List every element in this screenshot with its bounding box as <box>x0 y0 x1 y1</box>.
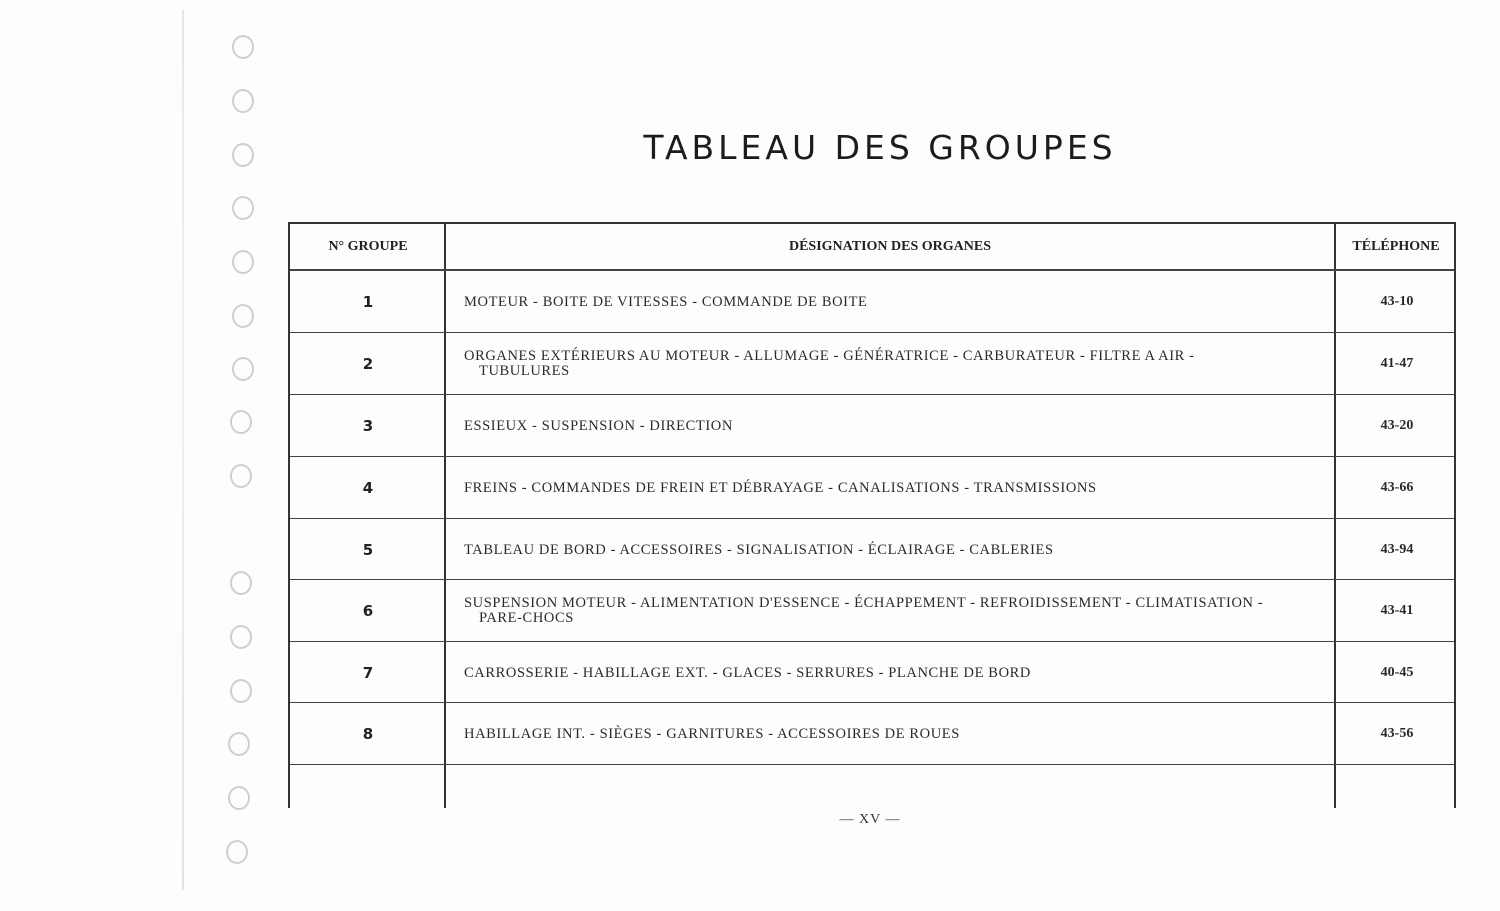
designation-continuation: PARE-CHOCS <box>479 610 574 626</box>
group-number: 6 <box>362 602 374 620</box>
designation-line: FREINS - COMMANDES DE FREIN ET DÉBRAYAGE - CANALISATIONS - TRANSMISSIONS <box>464 479 1097 496</box>
group-telephone: 43-94 <box>1380 542 1414 557</box>
group-telephone: 40-45 <box>1380 665 1414 680</box>
binder-hole-icon <box>232 304 254 328</box>
table-row <box>290 703 1454 765</box>
table-row <box>290 519 1454 581</box>
header-groupe: N° GROUPE <box>328 238 408 254</box>
designation-line: SUSPENSION MOTEUR - ALIMENTATION D'ESSENCE - ÉCHAPPEMENT - REFROIDISSEMENT - CLIMATISATION - <box>464 595 1264 611</box>
table-row <box>290 333 1454 395</box>
table-row <box>290 642 1454 704</box>
binding-margin-line <box>182 10 184 890</box>
group-telephone: 43-20 <box>1380 418 1414 433</box>
group-designation <box>464 271 1324 333</box>
group-number: 2 <box>362 355 374 373</box>
binder-hole-icon <box>232 35 254 59</box>
group-telephone: 43-66 <box>1380 480 1414 495</box>
binder-hole-icon <box>230 625 252 649</box>
group-telephone: 43-10 <box>1380 294 1414 309</box>
binder-hole-icon <box>226 840 248 864</box>
group-number: 4 <box>362 479 374 497</box>
binder-hole-icon <box>230 464 252 488</box>
table-row <box>290 580 1454 642</box>
header-telephone: TÉLÉPHONE <box>1352 238 1440 254</box>
group-designation <box>464 457 1324 519</box>
group-designation <box>464 333 1324 395</box>
group-designation <box>464 703 1324 765</box>
group-number: 1 <box>362 293 374 311</box>
designation-line: HABILLAGE INT. - SIÈGES - GARNITURES - ACCESSOIRES DE ROUES <box>464 725 960 742</box>
binder-hole-icon <box>230 410 252 434</box>
group-number: 8 <box>362 725 374 743</box>
designation-continuation: TUBULURES <box>479 363 570 379</box>
group-designation <box>464 395 1324 457</box>
group-number: 7 <box>362 664 374 682</box>
binder-hole-icon <box>230 679 252 703</box>
binder-hole-icon <box>228 732 250 756</box>
groups-table <box>288 222 1456 808</box>
group-telephone: 41-47 <box>1380 356 1414 371</box>
binder-hole-icon <box>230 571 252 595</box>
binder-hole-icon <box>232 89 254 113</box>
page-title: TABLEAU DES GROUPES <box>643 128 1117 167</box>
binder-hole-icon <box>232 196 254 220</box>
binder-hole-icon <box>232 143 254 167</box>
header-designation: DÉSIGNATION DES ORGANES <box>788 238 991 254</box>
designation-line: ESSIEUX - SUSPENSION - DIRECTION <box>464 417 733 434</box>
group-designation <box>464 580 1324 642</box>
group-designation <box>464 519 1324 581</box>
group-number: 3 <box>362 417 374 435</box>
group-telephone: 43-41 <box>1380 603 1414 618</box>
designation-line: MOTEUR - BOITE DE VITESSES - COMMANDE DE BOITE <box>464 293 868 310</box>
designation-line: TABLEAU DE BORD - ACCESSOIRES - SIGNALISATION - ÉCLAIRAGE - CABLERIES <box>464 541 1054 558</box>
binder-hole-icon <box>232 250 254 274</box>
table-row <box>290 271 1454 333</box>
row-rule <box>290 764 1454 765</box>
page-number: — XV — <box>839 812 901 827</box>
binder-hole-icon <box>232 357 254 381</box>
designation-line: ORGANES EXTÉRIEURS AU MOTEUR - ALLUMAGE - GÉNÉRATRICE - CARBURATEUR - FILTRE A AIR - <box>464 348 1195 364</box>
table-row <box>290 457 1454 519</box>
table-row <box>290 395 1454 457</box>
binder-hole-icon <box>228 786 250 810</box>
group-designation <box>464 642 1324 704</box>
designation-line: CARROSSERIE - HABILLAGE EXT. - GLACES - SERRURES - PLANCHE DE BORD <box>464 664 1031 681</box>
group-telephone: 43-56 <box>1380 726 1414 741</box>
group-number: 5 <box>362 541 374 559</box>
